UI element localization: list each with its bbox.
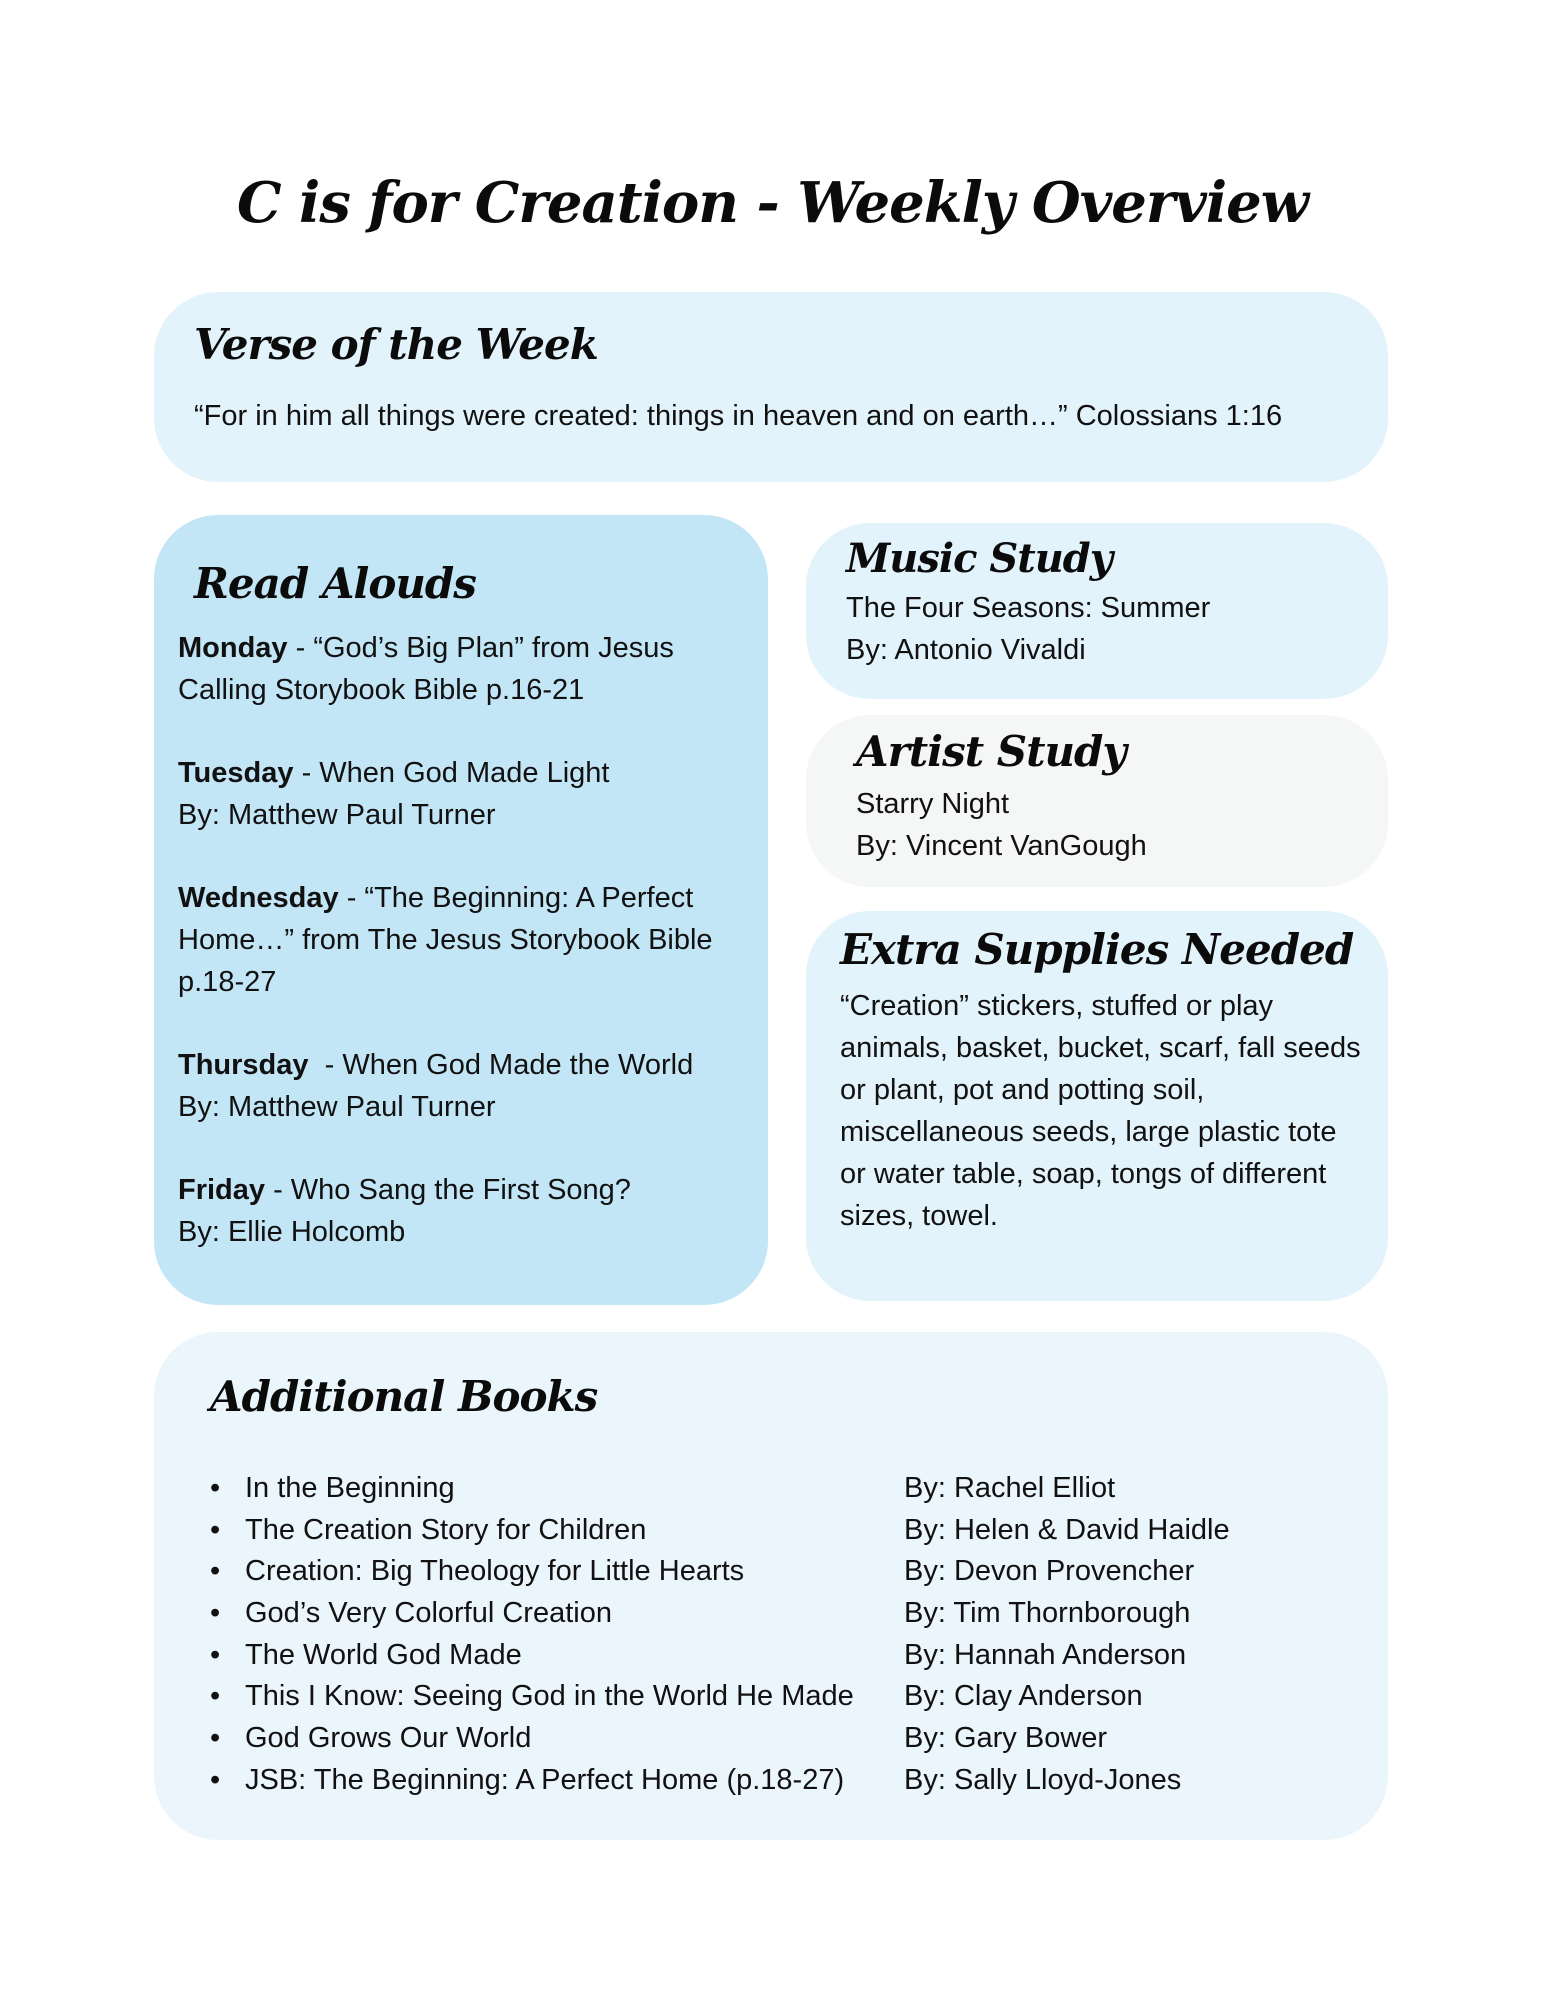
book-title: God’s Very Colorful Creation bbox=[245, 1597, 612, 1630]
artwork-title: Starry Night bbox=[856, 788, 1010, 820]
page-title: C is for Creation - Weekly Overview bbox=[236, 170, 1309, 236]
book-author: By: Hannah Anderson bbox=[904, 1638, 1187, 1671]
entry-line: By: Matthew Paul Turner bbox=[178, 799, 496, 831]
entry-line: - Who Sang the First Song? bbox=[265, 1174, 631, 1206]
supplies-card bbox=[806, 911, 1388, 1301]
list-item bbox=[210, 1551, 1360, 1593]
list-item bbox=[210, 1718, 1360, 1760]
supplies-text bbox=[840, 985, 1388, 1237]
read-entry-wednesday bbox=[178, 877, 748, 1003]
additional-books-card bbox=[154, 1332, 1388, 1840]
read-entry-monday bbox=[178, 627, 748, 711]
supplies-line: sizes, towel. bbox=[840, 1200, 998, 1232]
book-author: By: Rachel Elliot bbox=[904, 1472, 1116, 1504]
verse-text: “For in him all things were created: things in heaven and on earth…” Colossians 1:16 bbox=[194, 400, 1283, 432]
supplies-line: or plant, pot and potting soil, bbox=[840, 1074, 1205, 1106]
list-item bbox=[210, 1510, 1360, 1552]
verse-card bbox=[154, 292, 1388, 482]
bullet-icon: • bbox=[210, 1597, 221, 1630]
bullet-icon: • bbox=[210, 1555, 221, 1588]
artist-name: By: Vincent VanGough bbox=[856, 830, 1147, 862]
book-title: The Creation Story for Children bbox=[245, 1513, 647, 1546]
supplies-heading: Extra Supplies Needed bbox=[840, 925, 1354, 974]
read-alouds-card bbox=[154, 515, 768, 1305]
day-label: Friday bbox=[178, 1174, 266, 1206]
day-label: Wednesday bbox=[178, 882, 339, 914]
music-study-body bbox=[846, 587, 1210, 671]
list-item bbox=[210, 1676, 1360, 1718]
day-label: Monday bbox=[178, 632, 288, 664]
books-list bbox=[210, 1468, 1360, 1802]
book-title: The World God Made bbox=[245, 1638, 522, 1671]
book-author: By: Gary Bower bbox=[904, 1722, 1108, 1755]
read-alouds-heading: Read Alouds bbox=[194, 559, 476, 608]
book-author: By: Clay Anderson bbox=[904, 1680, 1143, 1713]
list-item bbox=[210, 1760, 1360, 1802]
entry-line: p.18-27 bbox=[178, 966, 277, 998]
music-piece: The Four Seasons: Summer bbox=[846, 592, 1211, 624]
verse-heading: Verse of the Week bbox=[194, 320, 598, 369]
entry-line: Calling Storybook Bible p.16-21 bbox=[178, 674, 585, 706]
entry-line: - “The Beginning: A Perfect bbox=[338, 882, 694, 914]
day-label: Tuesday bbox=[178, 757, 294, 789]
entry-line: By: Matthew Paul Turner bbox=[178, 1091, 496, 1123]
entry-line: By: Ellie Holcomb bbox=[178, 1216, 406, 1248]
bullet-icon: • bbox=[210, 1722, 221, 1755]
read-entry-tuesday bbox=[178, 752, 748, 836]
artist-study-body bbox=[856, 783, 1147, 867]
book-title: In the Beginning bbox=[245, 1472, 455, 1504]
bullet-icon: • bbox=[210, 1513, 221, 1546]
read-entry-thursday bbox=[178, 1044, 748, 1128]
supplies-line: animals, basket, bucket, scarf, fall seeds bbox=[840, 1032, 1361, 1064]
book-author: By: Sally Lloyd-Jones bbox=[904, 1763, 1182, 1796]
bullet-icon: • bbox=[210, 1472, 221, 1504]
supplies-line: miscellaneous seeds, large plastic tote bbox=[840, 1116, 1337, 1148]
music-study-card bbox=[806, 523, 1388, 699]
entry-line: - When God Made Light bbox=[293, 757, 610, 789]
additional-books-heading: Additional Books bbox=[210, 1372, 598, 1421]
artist-study-heading: Artist Study bbox=[856, 727, 1126, 776]
entry-line: Home…” from The Jesus Storybook Bible bbox=[178, 924, 713, 956]
music-study-heading: Music Study bbox=[846, 535, 1113, 582]
list-item bbox=[210, 1468, 1360, 1510]
bullet-icon: • bbox=[210, 1763, 221, 1796]
book-title: Creation: Big Theology for Little Hearts bbox=[245, 1555, 745, 1588]
artist-study-card bbox=[806, 715, 1388, 887]
book-author: By: Tim Thornborough bbox=[904, 1597, 1191, 1630]
supplies-line: “Creation” stickers, stuffed or play bbox=[840, 990, 1274, 1022]
day-label: Thursday bbox=[178, 1049, 309, 1081]
entry-line: - When God Made the World bbox=[308, 1049, 694, 1081]
read-entry-friday bbox=[178, 1169, 748, 1253]
bullet-icon: • bbox=[210, 1638, 221, 1671]
book-author: By: Helen & David Haidle bbox=[904, 1513, 1230, 1546]
book-title: God Grows Our World bbox=[245, 1722, 532, 1755]
book-author: By: Devon Provencher bbox=[904, 1555, 1195, 1588]
music-composer: By: Antonio Vivaldi bbox=[846, 634, 1086, 666]
list-item bbox=[210, 1593, 1360, 1635]
book-title: JSB: The Beginning: A Perfect Home (p.18-27) bbox=[245, 1763, 845, 1796]
read-alouds-list bbox=[178, 627, 748, 1294]
supplies-line: or water table, soap, tongs of different bbox=[840, 1158, 1327, 1190]
entry-line: - “God’s Big Plan” from Jesus bbox=[287, 632, 674, 664]
bullet-icon: • bbox=[210, 1680, 221, 1713]
list-item bbox=[210, 1635, 1360, 1677]
book-title: This I Know: Seeing God in the World He Made bbox=[245, 1680, 854, 1713]
